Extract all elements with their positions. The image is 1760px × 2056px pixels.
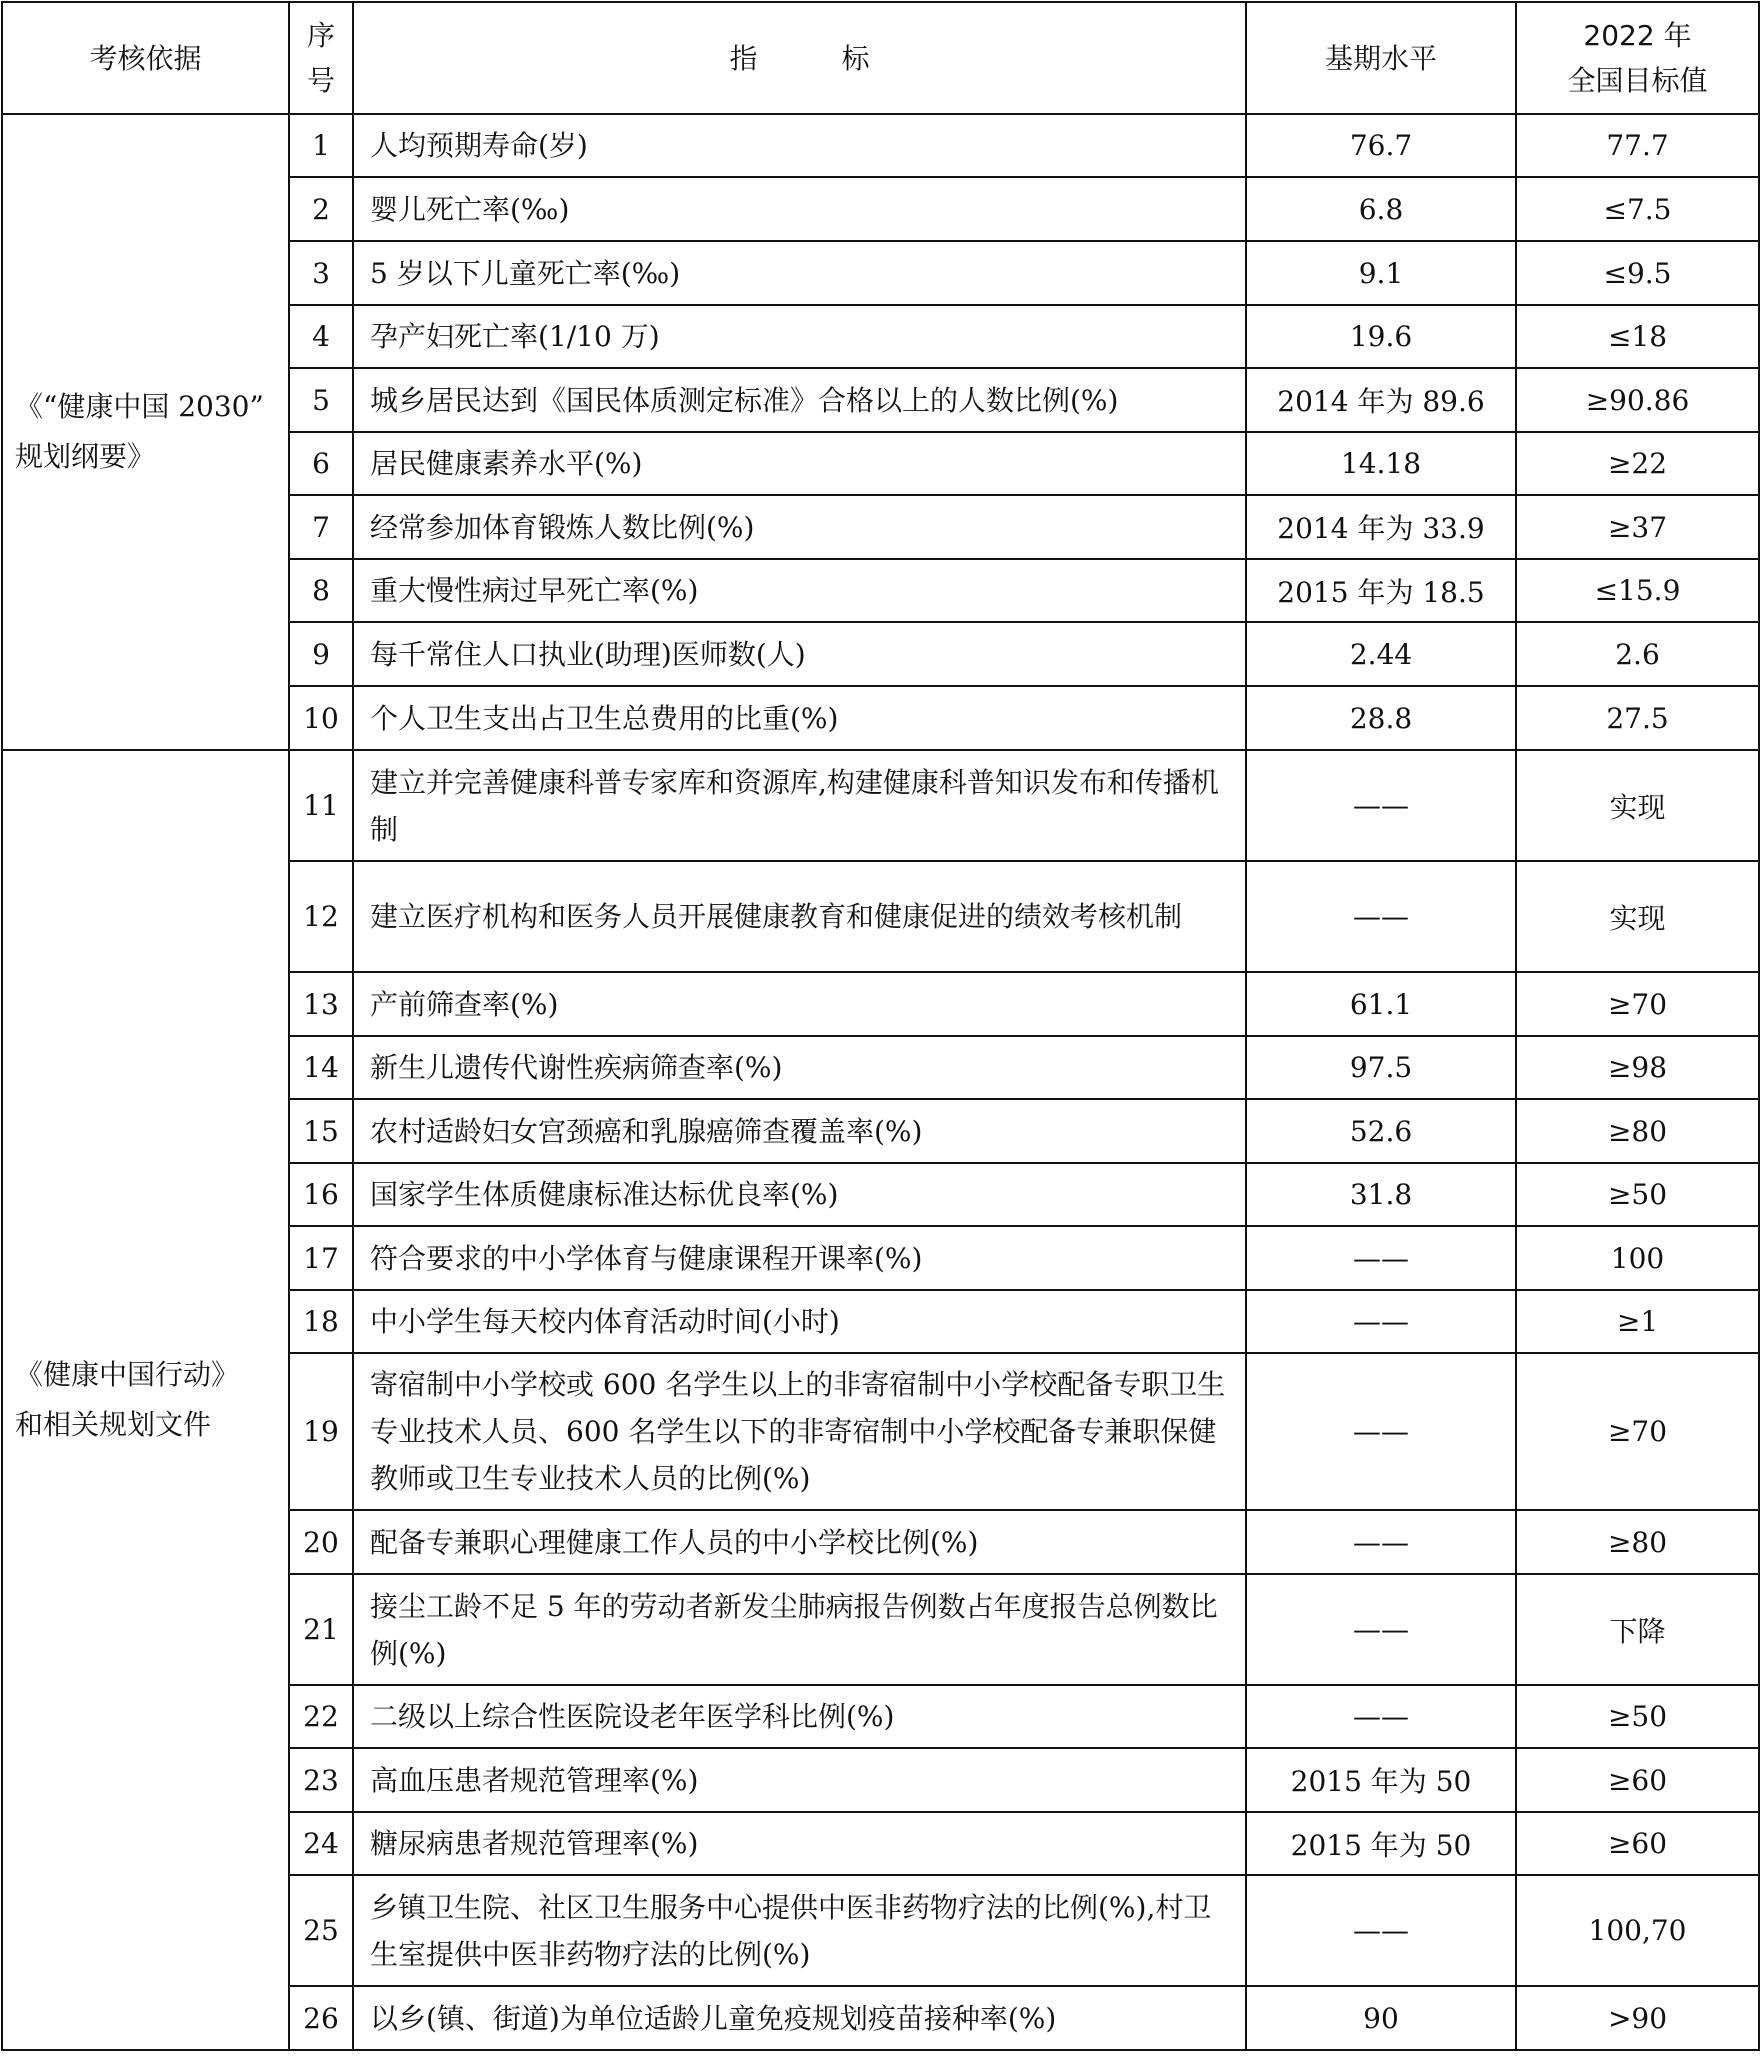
indicator-cell: 人均预期寿命(岁) bbox=[353, 114, 1246, 177]
seq-cell: 24 bbox=[289, 1812, 353, 1875]
target-cell: ≤15.9 bbox=[1516, 559, 1759, 622]
indicator-cell: 符合要求的中小学体育与健康课程开课率(%) bbox=[353, 1226, 1246, 1290]
base-level-cell: —— bbox=[1246, 1875, 1516, 1986]
base-level-cell: —— bbox=[1246, 861, 1516, 972]
base-level-cell: 52.6 bbox=[1246, 1099, 1516, 1163]
seq-cell: 11 bbox=[289, 750, 353, 861]
target-cell: ≥1 bbox=[1516, 1290, 1759, 1353]
target-cell: ≥22 bbox=[1516, 432, 1759, 495]
table-row bbox=[2, 750, 1759, 861]
seq-cell: 16 bbox=[289, 1163, 353, 1226]
seq-cell: 2 bbox=[289, 177, 353, 241]
seq-cell: 20 bbox=[289, 1510, 353, 1574]
seq-cell: 21 bbox=[289, 1574, 353, 1685]
table-header-row bbox=[2, 2, 1759, 114]
indicator-cell: 国家学生体质健康标准达标优良率(%) bbox=[353, 1163, 1246, 1226]
indicator-cell: 重大慢性病过早死亡率(%) bbox=[353, 559, 1246, 622]
indicator-cell: 农村适龄妇女宫颈癌和乳腺癌筛查覆盖率(%) bbox=[353, 1099, 1246, 1163]
target-cell: ≥70 bbox=[1516, 972, 1759, 1036]
seq-cell: 10 bbox=[289, 686, 353, 750]
header-seq: 序 号 bbox=[289, 2, 353, 114]
seq-cell: 17 bbox=[289, 1226, 353, 1290]
base-level-cell: 2015 年为 50 bbox=[1246, 1812, 1516, 1875]
base-level-cell: 2015 年为 18.5 bbox=[1246, 559, 1516, 622]
base-level-cell: 2014 年为 89.6 bbox=[1246, 368, 1516, 432]
seq-cell: 1 bbox=[289, 114, 353, 177]
base-level-cell: 61.1 bbox=[1246, 972, 1516, 1036]
indicator-cell: 二级以上综合性医院设老年医学科比例(%) bbox=[353, 1685, 1246, 1748]
seq-cell: 9 bbox=[289, 622, 353, 686]
indicator-cell: 高血压患者规范管理率(%) bbox=[353, 1748, 1246, 1812]
target-cell: 27.5 bbox=[1516, 686, 1759, 750]
seq-cell: 6 bbox=[289, 432, 353, 495]
target-cell: 77.7 bbox=[1516, 114, 1759, 177]
base-level-cell: 90 bbox=[1246, 1986, 1516, 2050]
indicator-cell: 乡镇卫生院、社区卫生服务中心提供中医非药物疗法的比例(%),村卫生室提供中医非药物疗法的比例(%) bbox=[353, 1875, 1246, 1986]
seq-cell: 5 bbox=[289, 368, 353, 432]
base-level-cell: —— bbox=[1246, 1510, 1516, 1574]
seq-cell: 8 bbox=[289, 559, 353, 622]
header-basis: 考核依据 bbox=[2, 2, 289, 114]
target-cell: ≥50 bbox=[1516, 1163, 1759, 1226]
base-level-cell: 97.5 bbox=[1246, 1036, 1516, 1099]
indicator-cell: 5 岁以下儿童死亡率(‰) bbox=[353, 241, 1246, 305]
base-level-cell: 28.8 bbox=[1246, 686, 1516, 750]
target-cell: ≤18 bbox=[1516, 305, 1759, 368]
target-cell: ≤7.5 bbox=[1516, 177, 1759, 241]
base-level-cell: —— bbox=[1246, 1226, 1516, 1290]
indicator-cell: 建立并完善健康科普专家库和资源库,构建健康科普知识发布和传播机制 bbox=[353, 750, 1246, 861]
indicator-cell: 城乡居民达到《国民体质测定标准》合格以上的人数比例(%) bbox=[353, 368, 1246, 432]
target-cell: ≥70 bbox=[1516, 1353, 1759, 1510]
seq-cell: 4 bbox=[289, 305, 353, 368]
base-level-cell: —— bbox=[1246, 1685, 1516, 1748]
indicator-cell: 糖尿病患者规范管理率(%) bbox=[353, 1812, 1246, 1875]
seq-cell: 14 bbox=[289, 1036, 353, 1099]
indicator-cell: 经常参加体育锻炼人数比例(%) bbox=[353, 495, 1246, 559]
target-cell: ≥50 bbox=[1516, 1685, 1759, 1748]
base-level-cell: 6.8 bbox=[1246, 177, 1516, 241]
target-cell: ≥98 bbox=[1516, 1036, 1759, 1099]
base-level-cell: —— bbox=[1246, 1290, 1516, 1353]
target-cell: ≤9.5 bbox=[1516, 241, 1759, 305]
seq-cell: 7 bbox=[289, 495, 353, 559]
header-base-level: 基期水平 bbox=[1246, 2, 1516, 114]
header-target: 2022 年 全国目标值 bbox=[1516, 2, 1759, 114]
seq-cell: 23 bbox=[289, 1748, 353, 1812]
target-cell: 100 bbox=[1516, 1226, 1759, 1290]
indicator-cell: 产前筛查率(%) bbox=[353, 972, 1246, 1036]
group-basis-cell: 《健康中国行动》 和相关规划文件 bbox=[2, 750, 289, 2050]
base-level-cell: 31.8 bbox=[1246, 1163, 1516, 1226]
seq-cell: 3 bbox=[289, 241, 353, 305]
base-level-cell: 19.6 bbox=[1246, 305, 1516, 368]
base-level-cell: 76.7 bbox=[1246, 114, 1516, 177]
target-cell: 2.6 bbox=[1516, 622, 1759, 686]
indicator-cell: 孕产妇死亡率(1/10 万) bbox=[353, 305, 1246, 368]
seq-cell: 13 bbox=[289, 972, 353, 1036]
seq-cell: 26 bbox=[289, 1986, 353, 2050]
indicator-cell: 建立医疗机构和医务人员开展健康教育和健康促进的绩效考核机制 bbox=[353, 861, 1246, 972]
base-level-cell: —— bbox=[1246, 1353, 1516, 1510]
base-level-cell: 9.1 bbox=[1246, 241, 1516, 305]
target-cell: 下降 bbox=[1516, 1574, 1759, 1685]
base-level-cell: —— bbox=[1246, 750, 1516, 861]
seq-cell: 15 bbox=[289, 1099, 353, 1163]
target-cell: ≥80 bbox=[1516, 1099, 1759, 1163]
target-cell: 100,70 bbox=[1516, 1875, 1759, 1986]
indicator-cell: 中小学生每天校内体育活动时间(小时) bbox=[353, 1290, 1246, 1353]
indicator-cell: 新生儿遗传代谢性疾病筛查率(%) bbox=[353, 1036, 1246, 1099]
base-level-cell: —— bbox=[1246, 1574, 1516, 1685]
base-level-cell: 14.18 bbox=[1246, 432, 1516, 495]
target-cell: ≥37 bbox=[1516, 495, 1759, 559]
indicator-cell: 婴儿死亡率(‰) bbox=[353, 177, 1246, 241]
seq-cell: 19 bbox=[289, 1353, 353, 1510]
target-cell: ≥60 bbox=[1516, 1748, 1759, 1812]
indicator-cell: 居民健康素养水平(%) bbox=[353, 432, 1246, 495]
indicator-cell: 个人卫生支出占卫生总费用的比重(%) bbox=[353, 686, 1246, 750]
table-row bbox=[2, 114, 1759, 177]
seq-cell: 12 bbox=[289, 861, 353, 972]
indicator-cell: 寄宿制中小学校或 600 名学生以上的非寄宿制中小学校配备专职卫生专业技术人员、600 名学生以下的非寄宿制中小学校配备专兼职保健教师或卫生专业技术人员的比例(%) bbox=[353, 1353, 1246, 1510]
header-indicator: 指 标 bbox=[353, 2, 1246, 114]
indicator-cell: 每千常住人口执业(助理)医师数(人) bbox=[353, 622, 1246, 686]
base-level-cell: 2.44 bbox=[1246, 622, 1516, 686]
indicator-cell: 接尘工龄不足 5 年的劳动者新发尘肺病报告例数占年度报告总例数比例(%) bbox=[353, 1574, 1246, 1685]
target-cell: 实现 bbox=[1516, 861, 1759, 972]
base-level-cell: 2014 年为 33.9 bbox=[1246, 495, 1516, 559]
base-level-cell: 2015 年为 50 bbox=[1246, 1748, 1516, 1812]
target-cell: >90 bbox=[1516, 1986, 1759, 2050]
seq-cell: 18 bbox=[289, 1290, 353, 1353]
target-cell: ≥60 bbox=[1516, 1812, 1759, 1875]
target-cell: ≥80 bbox=[1516, 1510, 1759, 1574]
target-cell: ≥90.86 bbox=[1516, 368, 1759, 432]
group-basis-cell: 《“健康中国 2030” 规划纲要》 bbox=[2, 114, 289, 750]
target-cell: 实现 bbox=[1516, 750, 1759, 861]
indicator-table bbox=[1, 1, 1760, 2051]
indicator-cell: 以乡(镇、街道)为单位适龄儿童免疫规划疫苗接种率(%) bbox=[353, 1986, 1246, 2050]
seq-cell: 25 bbox=[289, 1875, 353, 1986]
seq-cell: 22 bbox=[289, 1685, 353, 1748]
indicator-cell: 配备专兼职心理健康工作人员的中小学校比例(%) bbox=[353, 1510, 1246, 1574]
